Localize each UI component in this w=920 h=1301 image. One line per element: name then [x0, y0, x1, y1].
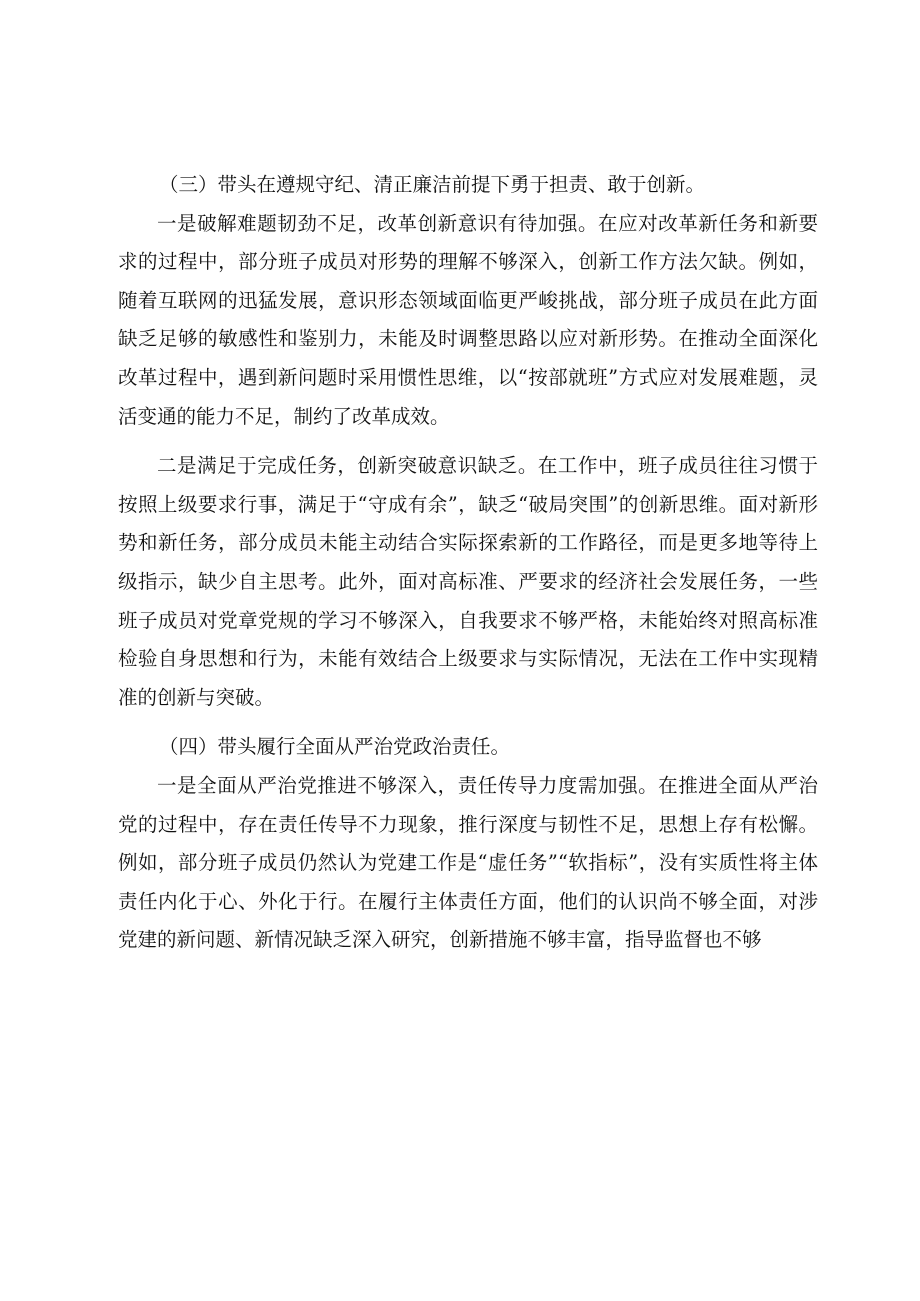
paragraph-3-1: 一是破解难题韧劲不足，改革创新意识有待加强。在应对改革新任务和新要求的过程中，部分班子成员对形势的理解不够深入，创新工作方法欠缺。例如，随着互联网的迅猛发展，意识形态领域面临更严峻挑战，部分班子成员在此方面缺乏足够的敏感性和鉴别力，未能及时调整思路以应对新形势。在推动全面深化改革过程中，遇到新问题时采用惯性思维，以“按部就班”方式应对发展难题，灵活变通的能力不足，制约了改革成效。	[118, 211, 818, 428]
section-heading-3: （三）带头在遵规守纪、清正廉洁前提下勇于担责、敢于创新。	[159, 173, 706, 196]
document-body	[118, 166, 818, 960]
paragraph-4-1: 一是全面从严治党推进不够深入，责任传导力度需加强。在推进全面从严治党的过程中，存在责任传导不力现象，推行深度与韧性不足，思想上存有松懈。例如，部分班子成员仍然认为党建工作是“虚任务”“软指标”，没有实质性将主体责任内化于心、外化于行。在履行主体责任方面，他们的认识尚不够全面，对涉党建的新问题、新情况缺乏深入研究，创新措施不够丰富，指导监督也不够	[118, 773, 818, 952]
paragraph-3-2: 二是满足于完成任务，创新突破意识缺乏。在工作中，班子成员往往习惯于按照上级要求行事，满足于“守成有余”，缺乏“破局突围”的创新思维。面对新形势和新任务，部分成员未能主动结合实际探索新的工作路径，而是更多地等待上级指示，缺少自主思考。此外，面对高标准、严要求的经济社会发展任务，一些班子成员对党章党规的学习不够深入，自我要求不够严格，未能始终对照高标准检验自身思想和行为，未能有效结合上级要求与实际情况，无法在工作中实现精准的创新与突破。	[118, 454, 818, 709]
section-heading-4: （四）带头履行全面从严治党政治责任。	[159, 735, 511, 759]
